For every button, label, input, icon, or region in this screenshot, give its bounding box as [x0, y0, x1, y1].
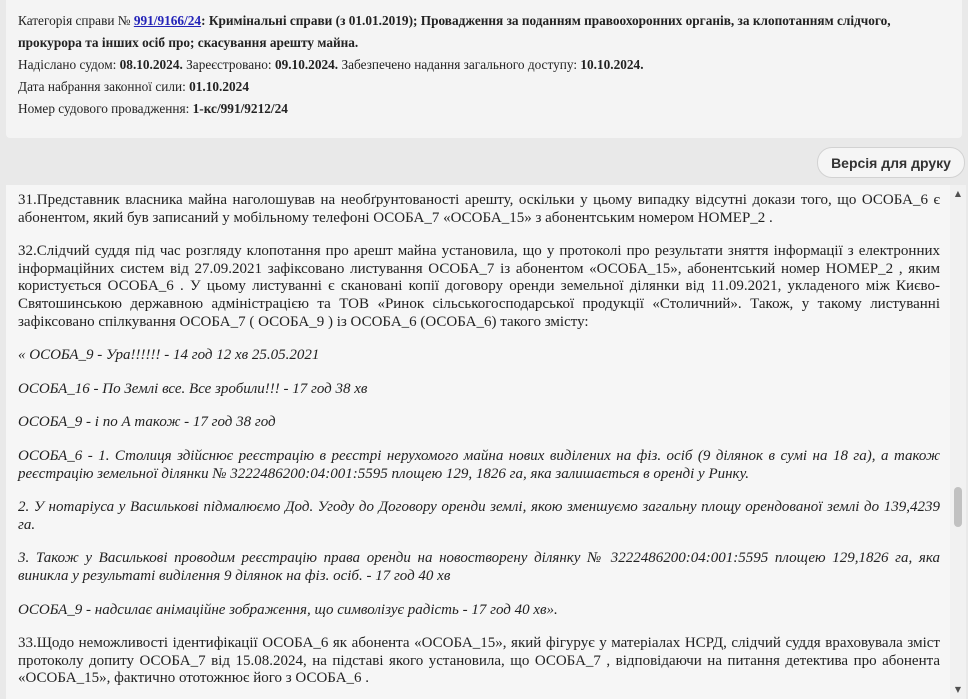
scroll-down-arrow-icon[interactable]: ▼ — [954, 685, 962, 694]
case-info-panel — [6, 0, 962, 138]
case-category-line — [18, 10, 950, 54]
proceeding-number-line — [18, 98, 950, 120]
scroll-up-arrow-icon[interactable]: ▲ — [954, 189, 962, 198]
document-quote-line: « ОСОБА_9 - Ура!!!!!! - 14 год 12 хв 25.05.2021 — [18, 347, 320, 364]
access-label: Забезпечено надання загального доступу: — [341, 57, 578, 72]
sent-date: 08.10.2024. — [119, 57, 183, 72]
print-version-button[interactable]: Версія для друку — [817, 147, 965, 178]
sent-label: Надіслано судом: — [18, 57, 117, 72]
effective-date-line — [18, 76, 950, 98]
effective-label: Дата набрання законної сили: — [18, 79, 186, 94]
document-quote-line: ОСОБА_6 - 1. Столиця здійснює реєстрацію в реєстрі нерухомого майна нових виділених на фіз. осіб (9 ділянок в сумі на 18 га), а також реєстрацію земельної ділянки № 3222486200:04:001:5595 площею 129, 1826 га, яка залишається в оренді у Ринку. — [18, 447, 940, 482]
document-text — [6, 185, 950, 699]
document-paragraph: 32.Слідчий суддя під час розгляду клопотання про арешт майна установила, що у протоколі про результати зняття інформації з електронних інформаційних систем від 27.09.2021 зафіксовано листування ОСОБА_7 із абонентом «ОСОБА_15», абонентський номер НОМЕР_2 , яким користується ОСОБА_6 . У цьому листуванні є скановані копії договору оренди земельної ділянки від 11.09.2021, укладеного між Києво-Святошинською державною адміністрацією та ТОВ «Ринок сільськогосподарської продукції «Столичний». Також, у такому листуванні зафіксовано спілкування ОСОБА_7 ( ОСОБА_9 ) із ОСОБА_6 (ОСОБА_6) такого змісту: — [18, 243, 940, 330]
document-paragraph: 31.Представник власника майна наголошував на необґрунтованості арешту, оскільки у цьому випадку відсутні докази того, що ОСОБА_6 є абонентом, який був записаний у мобільному телефоні ОСОБА_7 «ОСОБА_15» з абонентським номером НОМЕР_2 . — [18, 192, 940, 226]
document-scrollbar[interactable] — [950, 185, 966, 699]
category-label: Категорія справи № — [18, 13, 131, 28]
dates-line — [18, 54, 950, 76]
access-date: 10.10.2024. — [580, 57, 644, 72]
registered-date: 09.10.2024. — [274, 57, 339, 72]
scrollbar-thumb[interactable] — [954, 487, 962, 527]
document-quote-line: 3. Також у Василькові проводим реєстрацію права оренди на новостворену ділянку № 3222486200:04:001:5595 площею 129,1826 га, яка виникла у результаті виділення 9 ділянок на фіз. осіб. - 17 год 40 хв — [18, 550, 940, 584]
case-number-link[interactable]: 991/9166/24 — [133, 13, 202, 28]
document-paragraph: 33.Щодо неможливості ідентифікації ОСОБА_6 як абонента «ОСОБА_15», який фігурує у матеріалах НСРД, слідчий суддя враховувала зміст протоколу допиту ОСОБА_7 від 15.08.2024, на підставі якого установила, що ОСОБА_7 , відповідаючи на питання детектива про абонента «ОСОБА_15», фактично ототожнює його з ОСОБА_6 . — [18, 635, 940, 687]
document-quote-line: ОСОБА_9 - надсилає анімаційне зображення, що символізує радість - 17 год 40 хв». — [18, 601, 558, 618]
registered-label: Зареєстровано: — [186, 57, 272, 72]
document-quote-line: ОСОБА_16 - По Землі все. Все зробили!!! - 17 год 38 хв — [18, 380, 368, 397]
effective-date: 01.10.2024 — [189, 79, 249, 94]
document-quote-line: ОСОБА_9 - і по А також - 17 год 38 год — [18, 414, 276, 431]
proceeding-label: Номер судового провадження: — [18, 101, 190, 116]
proceeding-number: 1-кс/991/9212/24 — [192, 101, 288, 116]
category-text: : Кримінальні справи (з 01.01.2019); Провадження за поданням правоохоронних органів, за клопотанням слідчого, прокурора та інших осіб про; скасування арешту майна. — [18, 13, 891, 50]
document-quote-line: 2. У нотаріуса у Василькові підмалюємо Дод. Угоду до Договору оренди землі, якою зменшуємо загальну площу орендованої землі до 139,4239 га. — [18, 499, 940, 533]
